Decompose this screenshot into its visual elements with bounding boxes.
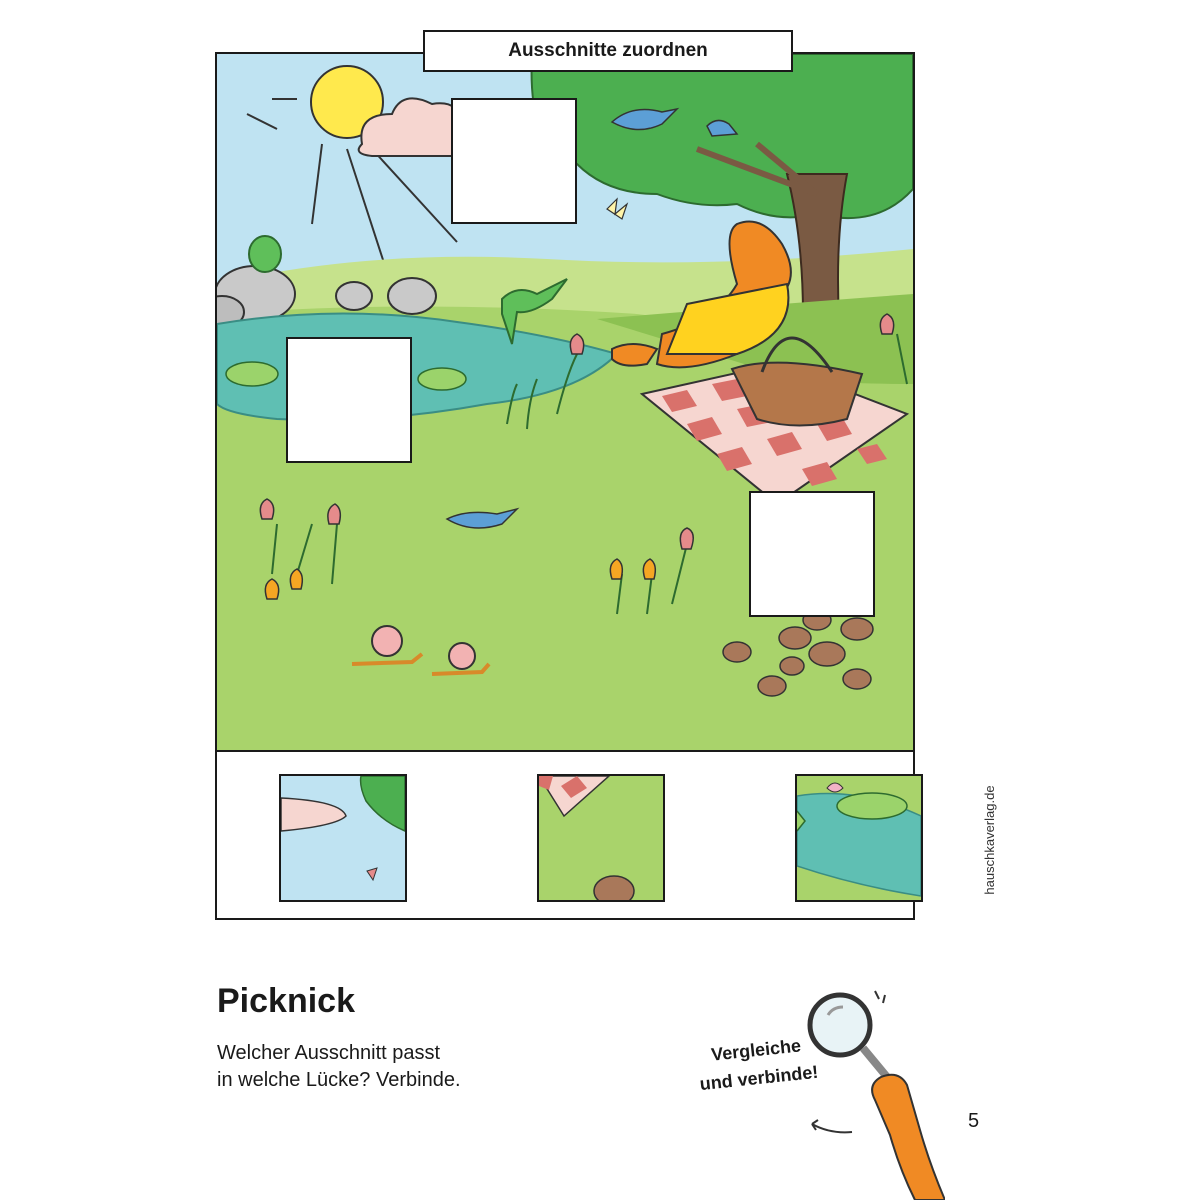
- page-number: 5: [968, 1110, 980, 1132]
- piece-pond-lilypad[interactable]: [795, 774, 923, 902]
- puzzle-frame: [215, 52, 915, 920]
- divider: [217, 750, 913, 752]
- instruction-text: [217, 1040, 461, 1094]
- instruction-line-2: in welche Lücke? Verbinde.: [217, 1069, 461, 1091]
- page-heading: Picknick: [217, 982, 355, 1020]
- magnifier-icon: [795, 985, 945, 1200]
- publisher-credit: hauschkaverlag.de: [982, 785, 997, 895]
- gap-top[interactable]: [451, 98, 577, 224]
- gap-left[interactable]: [286, 337, 412, 463]
- piece-blanket-mushroom[interactable]: [537, 774, 665, 902]
- picnic-scene: [217, 54, 913, 750]
- gap-right[interactable]: [749, 491, 875, 617]
- banner-title: Ausschnitte zuordnen: [423, 30, 793, 72]
- piece-sky-tree[interactable]: [279, 774, 407, 902]
- arrow-icon: [800, 1110, 860, 1150]
- instruction-line-1: Welcher Ausschnitt passt: [217, 1042, 441, 1064]
- hint-line-1: Vergleiche: [710, 1035, 802, 1065]
- hint-line-2: und verbinde!: [698, 1061, 820, 1095]
